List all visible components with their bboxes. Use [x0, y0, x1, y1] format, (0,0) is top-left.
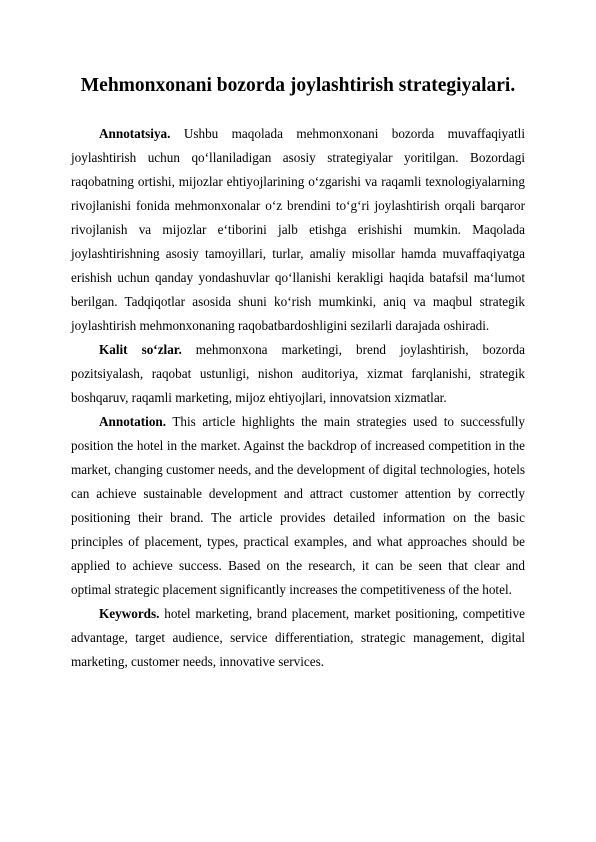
- abstract-en-label: Annotation.: [99, 414, 167, 429]
- abstract-uz-paragraph: [71, 122, 525, 338]
- keywords-uz-paragraph: [71, 338, 525, 410]
- abstract-uz-label: Annotatsiya.: [99, 126, 171, 141]
- keywords-en-text: hotel marketing, brand placement, market positioning, competitive advantage, target audience, service differentiation, strategic management, digital marketing, customer needs, innovative services.: [71, 606, 525, 669]
- paper-body: [71, 122, 525, 674]
- paper-title: Mehmonxonani bozorda joylashtirish strategiyalari.: [80, 75, 516, 96]
- keywords-en-paragraph: [71, 602, 525, 674]
- abstract-en-paragraph: [71, 410, 525, 602]
- keywords-uz-text: mehmonxona marketingi, brend joylashtirish, bozorda pozitsiyalash, raqobat ustunligi, nishon auditoriya, xizmat farqlanishi, strategik boshqaruv, raqamli marketing, mijoz ehtiyojlari, innovatsion xizmatlar.: [71, 342, 525, 405]
- abstract-uz-text: Ushbu maqolada mehmonxonani bozorda muvaffaqiyatli joylashtirish uchun qo‘llaniladigan asosiy strategiyalar yoritilgan. Bozordagi raqobatning ortishi, mijozlar ehtiyojlarining o‘zgarishi va raqamli texnologiyalarning rivojlanishi fonida mehmonxonalar o‘z brendini to‘g‘ri joylashtirish orqali barqaror rivojlanish va mijozlar e‘tiborini jalb etishga erishishi mumkin. Maqolada joylashtirishning asosiy tamoyillari, turlar, amaliy misollar hamda muvaffaqiyatga erishish uchun qanday yondashuvlar qo‘llanishi kerakligi haqida batafsil ma‘lumot berilgan. Tadqiqotlar asosida shuni ko‘rish mumkinki, aniq va maqbul strategik joylashtirish mehmonxonaning raqobatbardoshligini sezilarli darajada oshiradi.: [71, 126, 525, 333]
- keywords-uz-label: Kalit so‘zlar.: [99, 342, 182, 357]
- abstract-en-text: This article highlights the main strategies used to successfully position the hotel in the market. Against the backdrop of increased competition in the market, changing customer needs, and the development of digital technologies, hotels can achieve sustainable development and attract customer attention by correctly positioning their brand. The article provides detailed information on the basic principles of placement, types, practical examples, and what approaches should be applied to achieve success. Based on the research, it can be seen that clear and optimal strategic placement significantly increases the competitiveness of the hotel.: [71, 414, 525, 597]
- keywords-en-label: Keywords.: [99, 606, 160, 621]
